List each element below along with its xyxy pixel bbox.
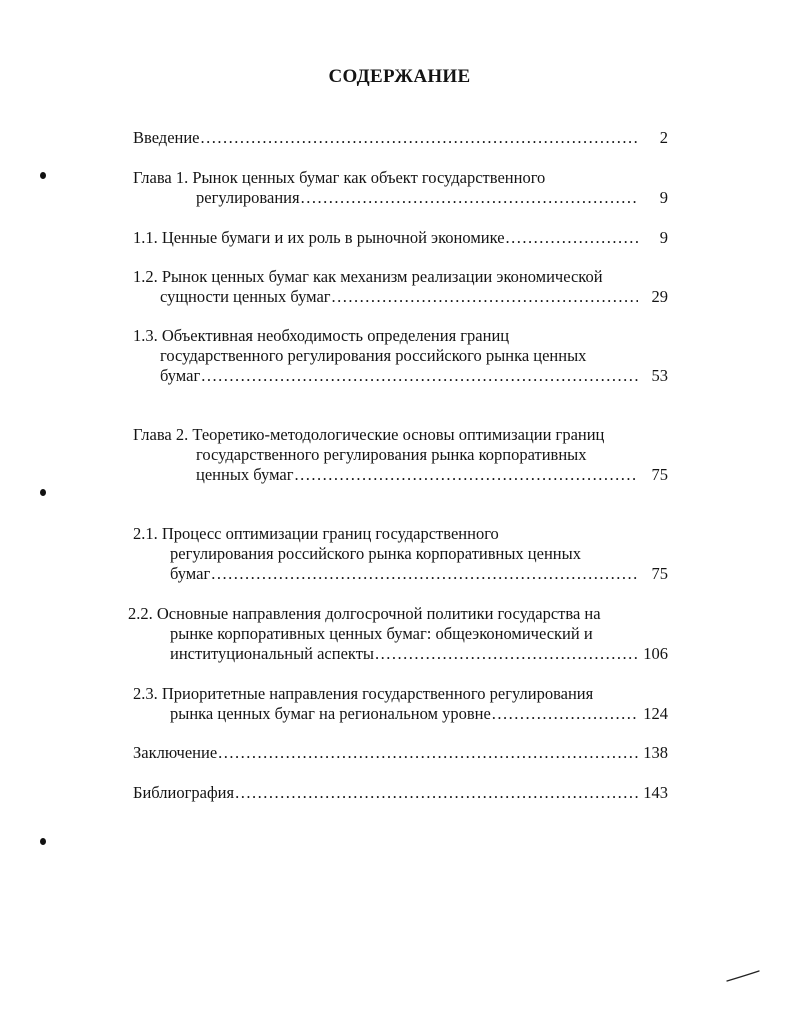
- toc-page-number: 143: [643, 783, 668, 802]
- toc-entry-label: рынка ценных бумаг на региональном уровне: [170, 704, 491, 723]
- toc-entry-label: бумаг: [170, 564, 211, 583]
- toc-page-number: 29: [651, 287, 668, 306]
- margin-bullet-1: [40, 172, 46, 179]
- toc-chapter-2-line-3: [196, 465, 638, 485]
- toc-page-number: 106: [643, 644, 668, 663]
- toc-entry-bibliography: [133, 783, 638, 803]
- toc-section-2-1-line-3: [170, 564, 638, 584]
- toc-section-1-3-line-2: государственного регулирования российского рынка ценных: [160, 346, 587, 365]
- page-title: СОДЕРЖАНИЕ: [328, 66, 471, 87]
- toc-chapter-1-line-1: Глава 1. Рынок ценных бумаг как объект государственного: [133, 168, 546, 187]
- leader-dots: [332, 287, 638, 307]
- toc-entry-label: Заключение: [133, 743, 218, 762]
- toc-page-number: 138: [643, 743, 668, 762]
- pen-stroke-mark: [725, 968, 765, 984]
- leader-dots: [301, 188, 638, 208]
- toc-entry-label: сущности ценных бумаг: [160, 287, 331, 306]
- toc-section-1-3-line-1: 1.3. Объективная необходимость определения границ: [133, 326, 510, 345]
- toc-chapter-2-line-1: Глава 2. Теоретико-методологические основы оптимизации границ: [133, 425, 605, 444]
- toc-page-number: 75: [651, 564, 668, 583]
- toc-page-number: 75: [651, 465, 668, 484]
- toc-entry-label: регулирования: [196, 188, 300, 207]
- toc-entry-label: бумаг: [160, 366, 201, 385]
- toc-page-number: 9: [659, 228, 668, 247]
- toc-section-2-2-line-1: 2.2. Основные направления долгосрочной политики государства на: [128, 604, 601, 623]
- toc-section-2-2-line-2: рынке корпоративных ценных бумаг: общеэкономический и: [170, 624, 593, 643]
- leader-dots: [375, 644, 638, 664]
- toc-section-1-1: [133, 228, 638, 248]
- toc-section-2-2-line-3: [170, 644, 638, 664]
- toc-section-1-3-line-3: [160, 366, 638, 386]
- toc-entry-label: институциональный аспекты: [170, 644, 375, 663]
- leader-dots: [218, 743, 638, 763]
- leader-dots: [211, 564, 638, 584]
- toc-chapter-2-line-2: государственного регулирования рынка корпоративных: [196, 445, 587, 464]
- toc-page-number: 124: [643, 704, 668, 723]
- toc-section-2-3-line-1: 2.3. Приоритетные направления государственного регулирования: [133, 684, 594, 703]
- leader-dots: [201, 128, 638, 148]
- toc-page-number: 53: [651, 366, 668, 385]
- toc-entry-label: ценных бумаг: [196, 465, 294, 484]
- toc-entry-label: 1.1. Ценные бумаги и их роль в рыночной экономике: [133, 228, 505, 247]
- toc-section-1-2-line-1: 1.2. Рынок ценных бумаг как механизм реализации экономической: [133, 267, 603, 286]
- toc-section-1-2-line-2: [160, 287, 638, 307]
- margin-bullet-3: [40, 838, 46, 845]
- toc-chapter-1-line-2: [196, 188, 638, 208]
- toc-section-2-1-line-2: регулирования российского рынка корпоративных ценных: [170, 544, 581, 563]
- toc-entry-label: Библиография: [133, 783, 235, 802]
- leader-dots: [295, 465, 639, 485]
- toc-page-number: 9: [659, 188, 668, 207]
- leader-dots: [235, 783, 638, 803]
- toc-page-number: 2: [659, 128, 668, 147]
- leader-dots: [201, 366, 638, 386]
- toc-entry-intro: [133, 128, 638, 148]
- margin-bullet-2: [40, 489, 46, 496]
- toc-section-2-1-line-1: 2.1. Процесс оптимизации границ государственного: [133, 524, 499, 543]
- toc-entry-label: Введение: [133, 128, 200, 147]
- toc-section-2-3-line-2: [170, 704, 638, 724]
- toc-entry-conclusion: [133, 743, 638, 763]
